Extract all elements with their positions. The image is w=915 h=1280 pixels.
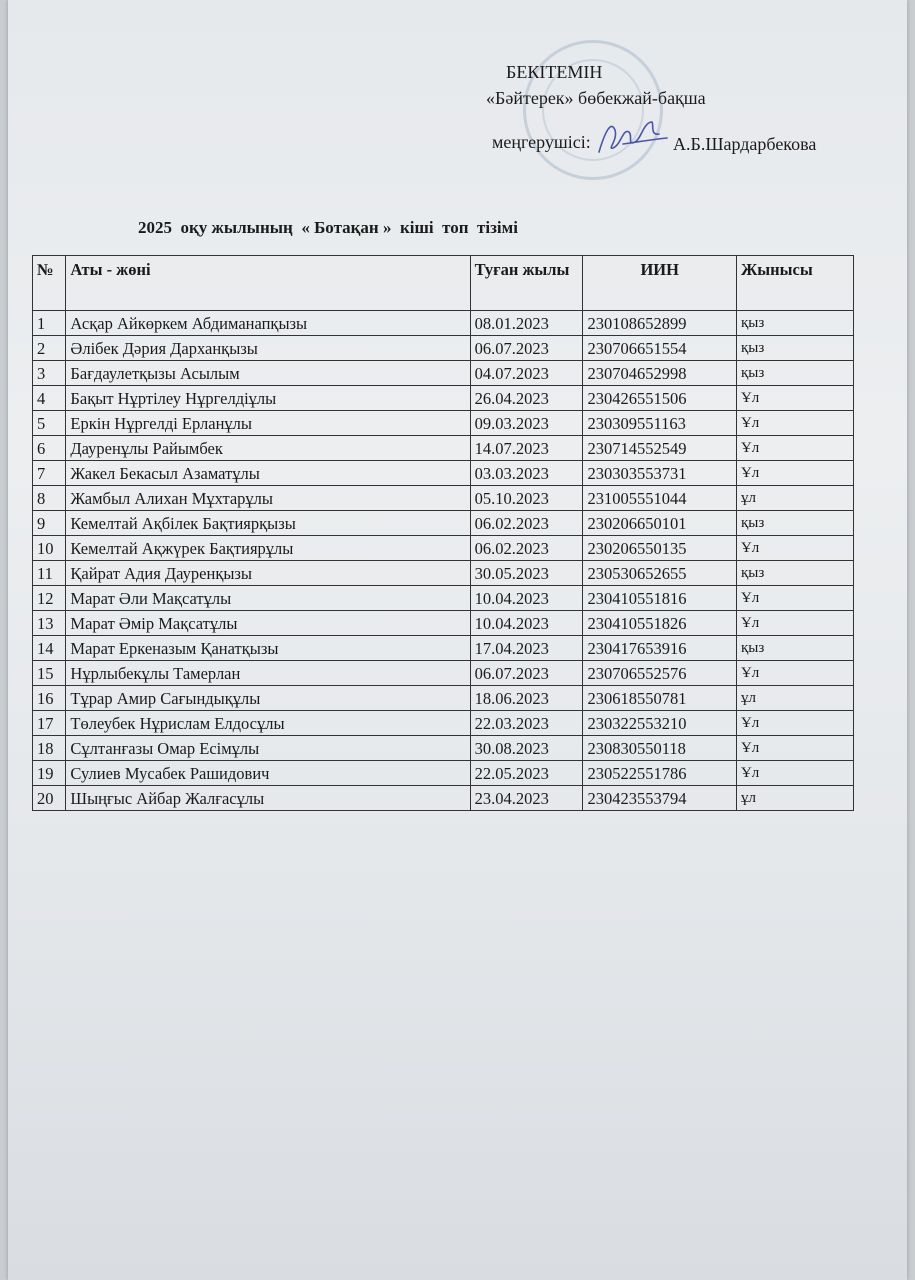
- child-name: Сулиев Мусабек Рашидович: [66, 761, 470, 786]
- iin-number: 230704652998: [583, 361, 737, 386]
- table-row: [33, 636, 854, 661]
- gender: ұл: [736, 786, 853, 811]
- header-number: №: [33, 256, 66, 311]
- table-row: [33, 461, 854, 486]
- birth-date: 10.04.2023: [470, 611, 583, 636]
- row-number: 2: [33, 336, 66, 361]
- header-iin: ИИН: [583, 256, 737, 311]
- birth-date: 04.07.2023: [470, 361, 583, 386]
- iin-number: 230417653916: [583, 636, 737, 661]
- iin-number: 230206650101: [583, 511, 737, 536]
- gender: Ұл: [736, 661, 853, 686]
- child-name: Тұрар Амир Сағындықұлы: [66, 686, 470, 711]
- header-gender: Жынысы: [736, 256, 853, 311]
- table-row: [33, 361, 854, 386]
- gender: қыз: [736, 561, 853, 586]
- child-name: Нұрлыбекұлы Тамерлан: [66, 661, 470, 686]
- child-name: Жамбыл Алихан Мұхтарұлы: [66, 486, 470, 511]
- row-number: 18: [33, 736, 66, 761]
- gender: Ұл: [736, 711, 853, 736]
- table-row: [33, 561, 854, 586]
- row-number: 9: [33, 511, 66, 536]
- approval-position: меңгерушісі:: [492, 132, 591, 152]
- gender: Ұл: [736, 411, 853, 436]
- table-header-row: [33, 256, 854, 311]
- gender: Ұл: [736, 736, 853, 761]
- iin-number: 230322553210: [583, 711, 737, 736]
- row-number: 17: [33, 711, 66, 736]
- birth-date: 23.04.2023: [470, 786, 583, 811]
- child-name: Қайрат Адия Дауренқызы: [66, 561, 470, 586]
- row-number: 8: [33, 486, 66, 511]
- iin-number: 230410551826: [583, 611, 737, 636]
- iin-number: 230830550118: [583, 736, 737, 761]
- gender: қыз: [736, 361, 853, 386]
- row-number: 5: [33, 411, 66, 436]
- iin-number: 230309551163: [583, 411, 737, 436]
- gender: Ұл: [736, 536, 853, 561]
- gender: қыз: [736, 636, 853, 661]
- row-number: 12: [33, 586, 66, 611]
- birth-date: 06.02.2023: [470, 536, 583, 561]
- row-number: 20: [33, 786, 66, 811]
- gender: Ұл: [736, 386, 853, 411]
- birth-date: 08.01.2023: [470, 311, 583, 336]
- table-row: [33, 611, 854, 636]
- birth-date: 14.07.2023: [470, 436, 583, 461]
- row-number: 7: [33, 461, 66, 486]
- approval-heading: БЕКІТЕМІН: [506, 62, 603, 82]
- birth-date: 06.07.2023: [470, 336, 583, 361]
- gender: Ұл: [736, 611, 853, 636]
- approval-organization: «Бәйтерек» бөбекжай-бақша: [486, 88, 706, 108]
- table-row: [33, 386, 854, 411]
- iin-number: 230706552576: [583, 661, 737, 686]
- row-number: 13: [33, 611, 66, 636]
- row-number: 3: [33, 361, 66, 386]
- gender: Ұл: [736, 761, 853, 786]
- iin-number: 230618550781: [583, 686, 737, 711]
- birth-date: 30.08.2023: [470, 736, 583, 761]
- child-name: Сұлтанғазы Омар Есімұлы: [66, 736, 470, 761]
- gender: ұл: [736, 686, 853, 711]
- gender: Ұл: [736, 586, 853, 611]
- iin-number: 230522551786: [583, 761, 737, 786]
- row-number: 1: [33, 311, 66, 336]
- table-row: [33, 511, 854, 536]
- iin-number: 230714552549: [583, 436, 737, 461]
- child-name: Асқар Айкөркем Абдиманапқызы: [66, 311, 470, 336]
- birth-date: 17.04.2023: [470, 636, 583, 661]
- iin-number: 230303553731: [583, 461, 737, 486]
- child-name: Еркін Нұргелді Ерланұлы: [66, 411, 470, 436]
- row-number: 11: [33, 561, 66, 586]
- handwritten-signature-icon: [593, 112, 673, 162]
- table-row: [33, 486, 854, 511]
- iin-number: 230423553794: [583, 786, 737, 811]
- iin-number: 230108652899: [583, 311, 737, 336]
- document-title: 2025 оқу жылының « Ботақан » кіші топ тізімі: [138, 218, 518, 237]
- birth-date: 05.10.2023: [470, 486, 583, 511]
- child-name: Марат Әли Мақсатұлы: [66, 586, 470, 611]
- birth-date: 06.02.2023: [470, 511, 583, 536]
- child-name: Жакел Бекасыл Азаматұлы: [66, 461, 470, 486]
- row-number: 4: [33, 386, 66, 411]
- child-name: Кемелтай Ақбілек Бақтиярқызы: [66, 511, 470, 536]
- table-row: [33, 661, 854, 686]
- birth-date: 22.05.2023: [470, 761, 583, 786]
- child-name: Шыңғыс Айбар Жалғасұлы: [66, 786, 470, 811]
- iin-number: 230706651554: [583, 336, 737, 361]
- table-row: [33, 786, 854, 811]
- gender: қыз: [736, 511, 853, 536]
- iin-number: 230530652655: [583, 561, 737, 586]
- child-name: Төлеубек Нұрислам Елдосұлы: [66, 711, 470, 736]
- gender: қыз: [736, 336, 853, 361]
- birth-date: 22.03.2023: [470, 711, 583, 736]
- child-name: Әлібек Дәрия Дарханқызы: [66, 336, 470, 361]
- row-number: 16: [33, 686, 66, 711]
- header-birth-date: Туған жылы: [470, 256, 583, 311]
- table-row: [33, 536, 854, 561]
- child-name: Дауренұлы Райымбек: [66, 436, 470, 461]
- child-name: Бағдаулетқызы Асылым: [66, 361, 470, 386]
- gender: қыз: [736, 311, 853, 336]
- children-list-table: [32, 255, 854, 811]
- row-number: 19: [33, 761, 66, 786]
- gender: Ұл: [736, 436, 853, 461]
- birth-date: 06.07.2023: [470, 661, 583, 686]
- row-number: 14: [33, 636, 66, 661]
- iin-number: 230410551816: [583, 586, 737, 611]
- table-row: [33, 711, 854, 736]
- birth-date: 30.05.2023: [470, 561, 583, 586]
- table-row: [33, 586, 854, 611]
- child-name: Кемелтай Ақжүрек Бақтиярұлы: [66, 536, 470, 561]
- iin-number: 230206550135: [583, 536, 737, 561]
- header-full-name: Аты - жөні: [66, 256, 470, 311]
- row-number: 10: [33, 536, 66, 561]
- birth-date: 18.06.2023: [470, 686, 583, 711]
- table-row: [33, 686, 854, 711]
- iin-number: 230426551506: [583, 386, 737, 411]
- gender: Ұл: [736, 461, 853, 486]
- table-row: [33, 411, 854, 436]
- gender: ұл: [736, 486, 853, 511]
- birth-date: 09.03.2023: [470, 411, 583, 436]
- child-name: Бақыт Нұртілеу Нұргелдіұлы: [66, 386, 470, 411]
- approval-signatory: А.Б.Шардарбекова: [673, 134, 817, 154]
- table-row: [33, 336, 854, 361]
- row-number: 15: [33, 661, 66, 686]
- row-number: 6: [33, 436, 66, 461]
- table-row: [33, 311, 854, 336]
- document-page: [8, 0, 907, 1280]
- birth-date: 03.03.2023: [470, 461, 583, 486]
- birth-date: 10.04.2023: [470, 586, 583, 611]
- child-name: Марат Еркеназым Қанатқызы: [66, 636, 470, 661]
- table-row: [33, 436, 854, 461]
- birth-date: 26.04.2023: [470, 386, 583, 411]
- table-row: [33, 761, 854, 786]
- table-row: [33, 736, 854, 761]
- iin-number: 231005551044: [583, 486, 737, 511]
- child-name: Марат Әмір Мақсатұлы: [66, 611, 470, 636]
